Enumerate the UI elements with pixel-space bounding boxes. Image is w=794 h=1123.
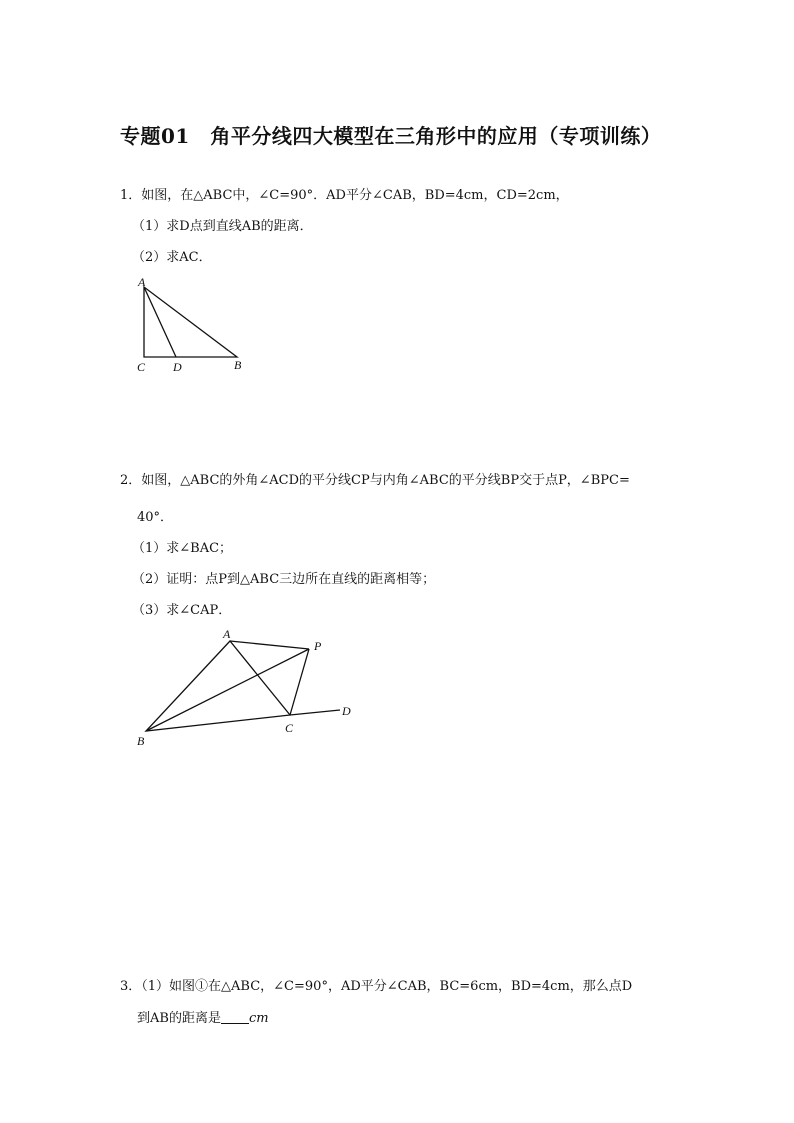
segment-ap <box>230 641 309 649</box>
segment-cp <box>290 649 309 715</box>
label-b: B <box>234 358 242 372</box>
label-b: B <box>137 734 145 748</box>
question-3-prompt: 到AB的距离是 <box>137 1011 221 1026</box>
question-1-text: 1．如图，在△ABC中，∠C=90°．AD平分∠CAB，BD=4cm，CD=2cm， <box>120 188 569 203</box>
question-1-part-1: （1）求D点到直线AB的距离． <box>132 219 313 234</box>
question-2-text: 2．如图，△ABC的外角∠ACD的平分线CP与内角∠ABC的平分线BP交于点P，∠BPC= <box>120 473 630 488</box>
question-2-part-3: （3）求∠CAP． <box>132 603 232 618</box>
question-1-figure <box>130 275 260 380</box>
label-d: D <box>173 360 182 374</box>
question-2-text-continued: 40°． <box>137 510 174 525</box>
answer-blank[interactable] <box>221 1011 249 1024</box>
label-a: A <box>223 627 231 641</box>
segment-cd <box>290 710 340 715</box>
question-1-part-2: （2）求AC． <box>132 250 212 265</box>
question-2-figure <box>130 625 370 755</box>
label-p: P <box>314 639 322 653</box>
segment-ad <box>144 287 176 357</box>
question-2-part-2: （2）证明：点P到△ABC三边所在直线的距离相等； <box>132 572 436 587</box>
question-3-text: 3．（1）如图①在△ABC，∠C=90°，AD平分∠CAB，BC=6cm，BD=4cm，那么点D <box>120 979 633 994</box>
unit-label: cm <box>248 1011 269 1026</box>
question-2-part-1: （1）求∠BAC； <box>132 541 233 556</box>
triangle-abc <box>144 287 237 357</box>
label-c: C <box>137 360 146 374</box>
label-a: A <box>138 275 146 289</box>
triangle-abc <box>146 641 290 731</box>
label-c: C <box>285 721 294 735</box>
segment-bp <box>146 649 309 731</box>
label-d: D <box>342 704 351 718</box>
page-title: 专题01 角平分线四大模型在三角形中的应用（专项训练） <box>120 124 662 148</box>
question-3-text-continued <box>137 1010 269 1028</box>
